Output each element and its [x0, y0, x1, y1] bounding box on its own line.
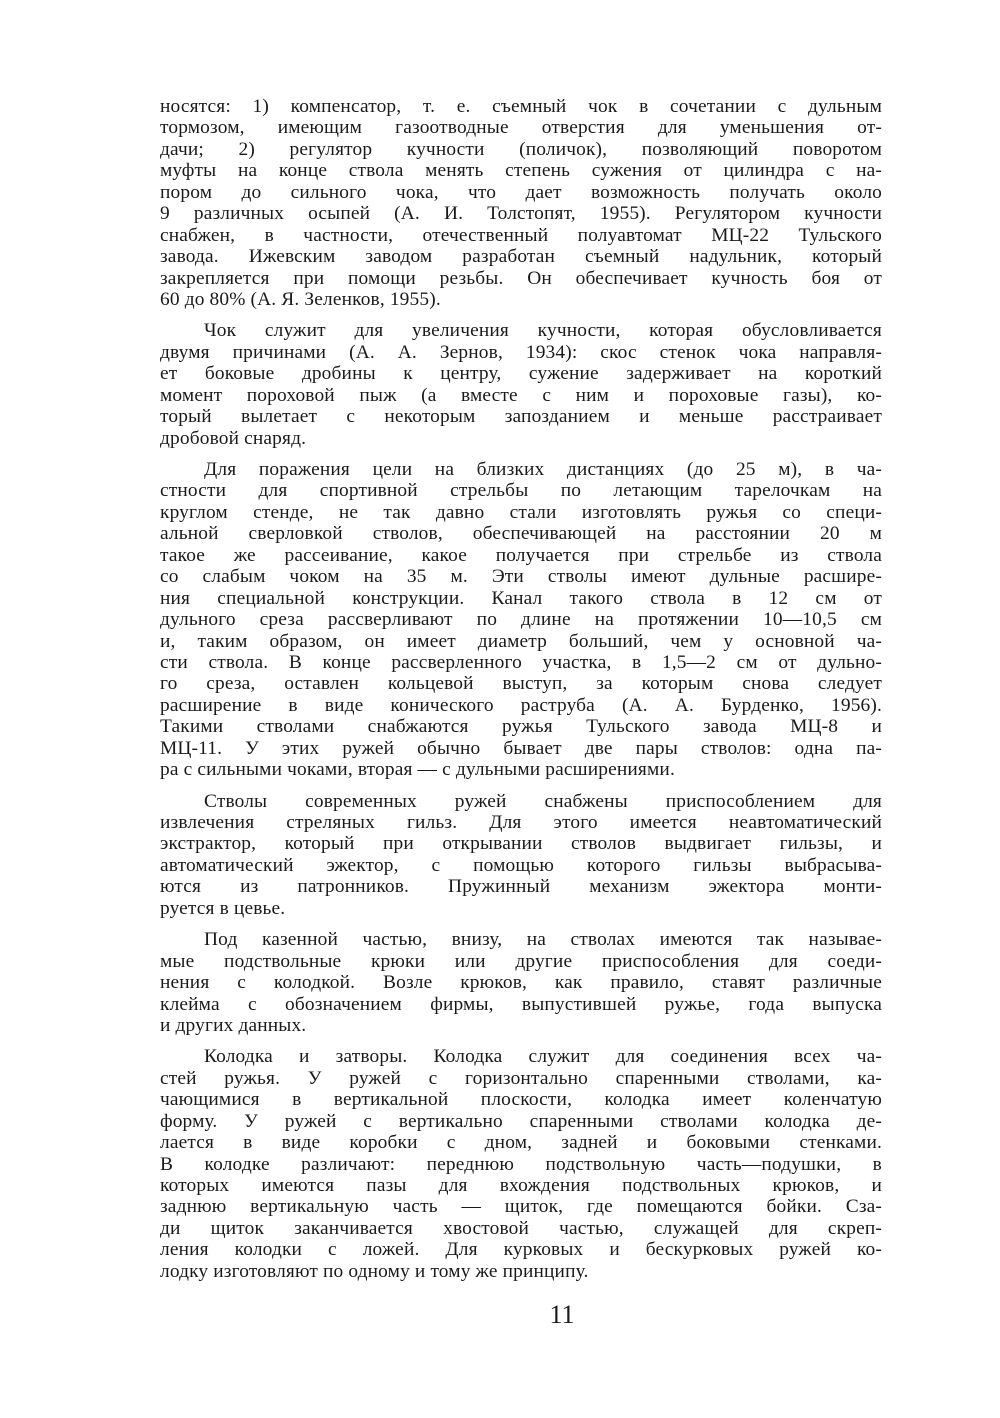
text-line: Для поражения цели на близких дистанциях (до 25 м), в ча-: [204, 459, 882, 480]
text-line: Чок служит для увеличения кучности, которая обусловливается: [204, 320, 882, 342]
text-line: В колодке различают: переднюю подствольную часть—подушки, в: [160, 1153, 882, 1175]
text-line: круглом стенде, не так давно стали изготовлять ружья со специ-: [160, 501, 882, 523]
text-line: расширение в виде конического раструба (А. А. Бурденко, 1956).: [160, 694, 882, 716]
text-line: ди щиток заканчивается хвостовой частью, служащей для скреп-: [160, 1217, 882, 1239]
text-line: Стволы современных ружей снабжены приспособлением для: [204, 790, 882, 812]
text-line: двумя причинами (А. А. Зернов, 1934): скос стенок чока направля-: [160, 341, 882, 363]
text-line: форму. У ружей с вертикально спаренными стволами колодка де-: [160, 1110, 882, 1132]
text-line: клейма с обозначением фирмы, выпустившей ружье, года выпуска: [160, 993, 882, 1015]
text-line: автоматический эжектор, с помощью которого гильзы выбрасыва-: [160, 854, 882, 876]
text-line: снабжен, в частности, отечественный полуавтомат МЦ-22 Тульского: [160, 224, 882, 246]
text-line: дробовой снаряд.: [160, 427, 307, 449]
text-block: [160, 96, 882, 1292]
text-line: Под казенной частью, внизу, на стволах имеются так называе-: [204, 929, 882, 951]
paragraph: [160, 791, 882, 920]
text-line: 9 различных осыпей (А. И. Толстопят, 1955). Регулятором кучности: [160, 203, 882, 225]
text-line: со слабым чоком на 35 м. Эти стволы имеют дульные расшире-: [160, 566, 882, 588]
page-number: 11: [549, 1300, 575, 1329]
text-line: Такими стволами снабжаются ружья Тульского завода МЦ-8 и: [160, 716, 882, 738]
text-line: руется в цевье.: [160, 897, 286, 919]
text-line: го среза, оставлен кольцевой выступ, за которым снова следует: [160, 673, 882, 695]
text-line: лается в виде коробки с дном, задней и боковыми стенками.: [160, 1132, 882, 1154]
text-line: ра с сильными чоками, вторая — с дульными расширениями.: [160, 759, 675, 781]
text-line: и, таким образом, он имеет диаметр больший, чем у основной ча-: [160, 630, 882, 652]
text-line: Колодка и затворы. Колодка служит для соединения всех ча-: [204, 1046, 882, 1068]
text-line: пором до сильного чока, что дает возможность получать около: [160, 181, 882, 203]
text-line: ления колодки с ложей. Для курковых и бескурковых ружей ко-: [160, 1239, 882, 1261]
text-line: альной сверловкой стволов, обеспечивающей на расстоянии 20 м: [160, 523, 882, 545]
paragraph: [160, 1046, 882, 1282]
paragraph: [160, 459, 882, 781]
text-line: лодку изготовляют по одному и тому же принципу.: [160, 1260, 589, 1282]
paragraph: [160, 929, 882, 1036]
paragraph: [160, 96, 882, 310]
text-line: момент пороховой пыж (а вместе с ним и пороховые газы), ко-: [160, 384, 882, 406]
text-line: 60 до 80% (А. Я. Зеленков, 1955).: [160, 288, 441, 310]
text-line: МЦ-11. У этих ружей обычно бывает две пары стволов: одна па-: [160, 737, 882, 759]
text-line: завода. Ижевским заводом разработан съемный надульник, который: [160, 246, 882, 268]
paragraph: [160, 320, 882, 449]
text-line: мые подствольные крюки или другие приспособления для соеди-: [160, 950, 882, 972]
text-line: ются из патронников. Пружинный механизм эжектора монти-: [160, 876, 882, 898]
text-line: ет боковые дробины к центру, сужение задерживает на короткий: [160, 363, 882, 385]
text-line: стей ружья. У ружей с горизонтально спаренными стволами, ка-: [160, 1067, 882, 1089]
text-line: которых имеются пазы для вхождения подствольных крюков, и: [160, 1175, 882, 1196]
text-line: закрепляется при помощи резьбы. Он обеспечивает кучность боя от: [160, 267, 882, 289]
text-line: экстрактор, который при открывании стволов выдвигает гильзы, и: [160, 833, 882, 855]
text-line: муфты на конце ствола менять степень сужения от цилиндра с на-: [160, 160, 882, 182]
text-line: тормозом, имеющим газоотводные отверстия для уменьшения от-: [160, 117, 882, 139]
text-line: и других данных.: [160, 1014, 307, 1036]
text-line: носятся: 1) компенсатор, т. е. съемный чок в сочетании с дульным: [160, 96, 882, 117]
text-line: заднюю вертикальную часть — щиток, где помещаются бойки. Сза-: [160, 1196, 882, 1218]
text-line: дульного среза рассверливают по длине на протяжении 10—10,5 см: [160, 609, 882, 631]
text-line: сти ствола. В конце рассверленного участка, в 1,5—2 см от дульно-: [160, 651, 882, 673]
text-line: торый вылетает с некоторым запозданием и меньше расстраивает: [160, 406, 882, 428]
text-line: чающимися в вертикальной плоскости, колодка имеет коленчатую: [160, 1089, 882, 1111]
text-line: извлечения стреляных гильз. Для этого имеется неавтоматический: [160, 812, 882, 833]
text-line: дачи; 2) регулятор кучности (поличок), позволяющий поворотом: [160, 138, 882, 160]
text-line: такое же рассеивание, какое получается при стрельбе из ствола: [160, 544, 882, 566]
text-line: нения с колодкой. Возле крюков, как правило, ставят различные: [160, 972, 882, 994]
text-line: стности для спортивной стрельбы по летающим тарелочкам на: [160, 480, 882, 502]
text-line: ния специальной конструкции. Канал такого ствола в 12 см от: [160, 587, 882, 609]
